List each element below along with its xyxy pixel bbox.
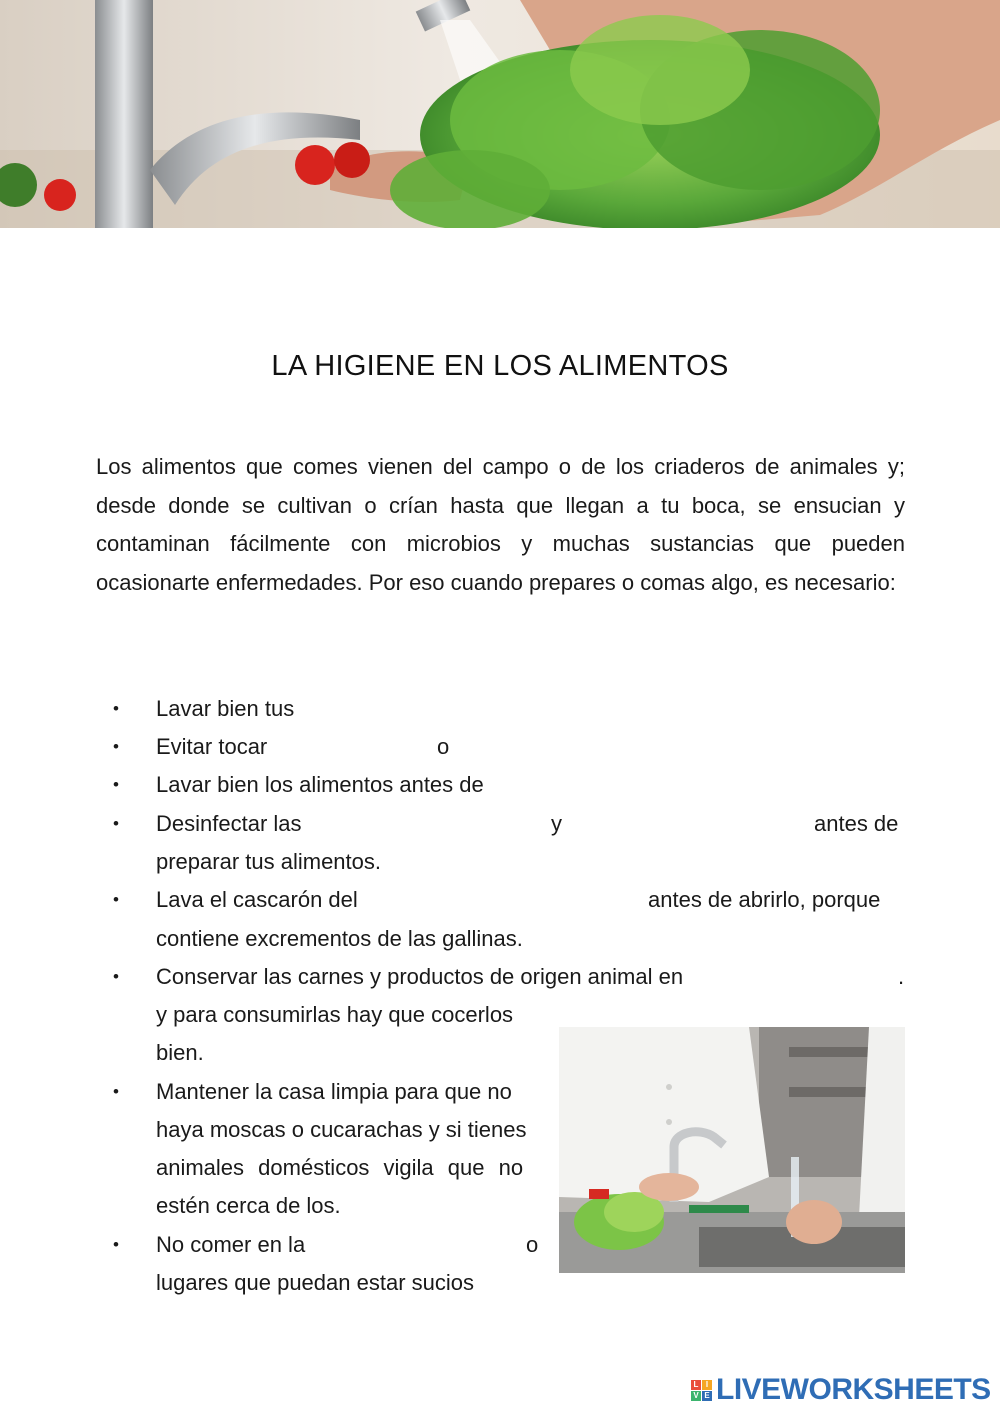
blank-5-input[interactable] xyxy=(316,810,550,838)
bullet: • xyxy=(113,737,119,756)
item-7-text: Mantener la casa limpia para que no xyxy=(156,1079,512,1104)
bullet: • xyxy=(113,699,119,718)
item-6-text-cont: y para consumirlas hay que cocerlos xyxy=(156,1002,514,1027)
item-6-period: . xyxy=(898,964,905,989)
blank-1-input[interactable] xyxy=(310,695,908,723)
item-6-text: Conservar las carnes y productos de origen animal en xyxy=(156,964,684,989)
item-4-text: Desinfectar las xyxy=(156,811,302,836)
blank-6-input[interactable] xyxy=(572,810,812,838)
blank-4-input[interactable] xyxy=(512,771,908,799)
bullet: • xyxy=(113,775,119,794)
blank-7-input[interactable] xyxy=(378,886,646,914)
item-4-before: antes de xyxy=(814,811,899,836)
logo-letter: E xyxy=(702,1391,712,1401)
blank-9-input[interactable] xyxy=(326,1231,524,1259)
bullet: • xyxy=(113,814,119,833)
item-1-text: Lavar bien tus xyxy=(156,696,295,721)
liveworksheets-logo xyxy=(691,1370,991,1410)
logo-letter: I xyxy=(702,1380,712,1390)
item-8-text-cont: lugares que puedan estar sucios xyxy=(156,1270,474,1295)
page-title: LA HIGIENE EN LOS ALIMENTOS xyxy=(271,350,729,382)
live-logo-icon xyxy=(691,1380,712,1401)
bullet: • xyxy=(113,890,119,909)
bullet: • xyxy=(113,1235,119,1254)
bullet: • xyxy=(113,1082,119,1101)
logo-letter: L xyxy=(691,1380,701,1390)
item-3-text: Lavar bien los alimentos antes de xyxy=(156,772,484,797)
header-photo xyxy=(0,0,1000,228)
item-7-text-4: estén cerca de los. xyxy=(156,1193,341,1218)
item-5-text-b: antes de abrirlo, porque xyxy=(648,887,881,912)
item-6-text-end: bien. xyxy=(156,1040,204,1065)
intro-paragraph: Los alimentos que comes vienen del campo o de los criaderos de animales y; desde donde se cultivan o crían hasta que llegan a tu boca, se ensucian y contaminan fácilmente con microbios y muchas sustancias que pueden ocasionarte enfermedades. Por eso cuando prepares o comas algo, es necesario: xyxy=(96,454,905,595)
item-5-text: Lava el cascarón del xyxy=(156,887,358,912)
bullet: • xyxy=(113,967,119,986)
item-7-text-2: haya moscas o cucarachas y si tienes xyxy=(156,1117,527,1142)
blank-8-input[interactable] xyxy=(726,963,902,991)
logo-letter: V xyxy=(691,1391,701,1401)
item-2-text: Evitar tocar xyxy=(156,734,268,759)
logo-text: LIVEWORKSHEETS xyxy=(716,1373,991,1406)
item-5-text-cont: contiene excrementos de las gallinas. xyxy=(156,926,523,951)
blank-2-input[interactable] xyxy=(280,733,438,761)
item-7-text-3: animales domésticos vigila que no xyxy=(156,1155,524,1180)
item-2-or: o xyxy=(437,734,450,759)
chefs-washing-photo xyxy=(559,1027,905,1273)
item-4-text-cont: preparar tus alimentos. xyxy=(156,849,381,874)
item-8-or: o xyxy=(526,1232,539,1257)
blank-3-input[interactable] xyxy=(460,733,908,761)
item-4-and: y xyxy=(551,811,562,836)
item-8-text: No comer en la xyxy=(156,1232,306,1257)
